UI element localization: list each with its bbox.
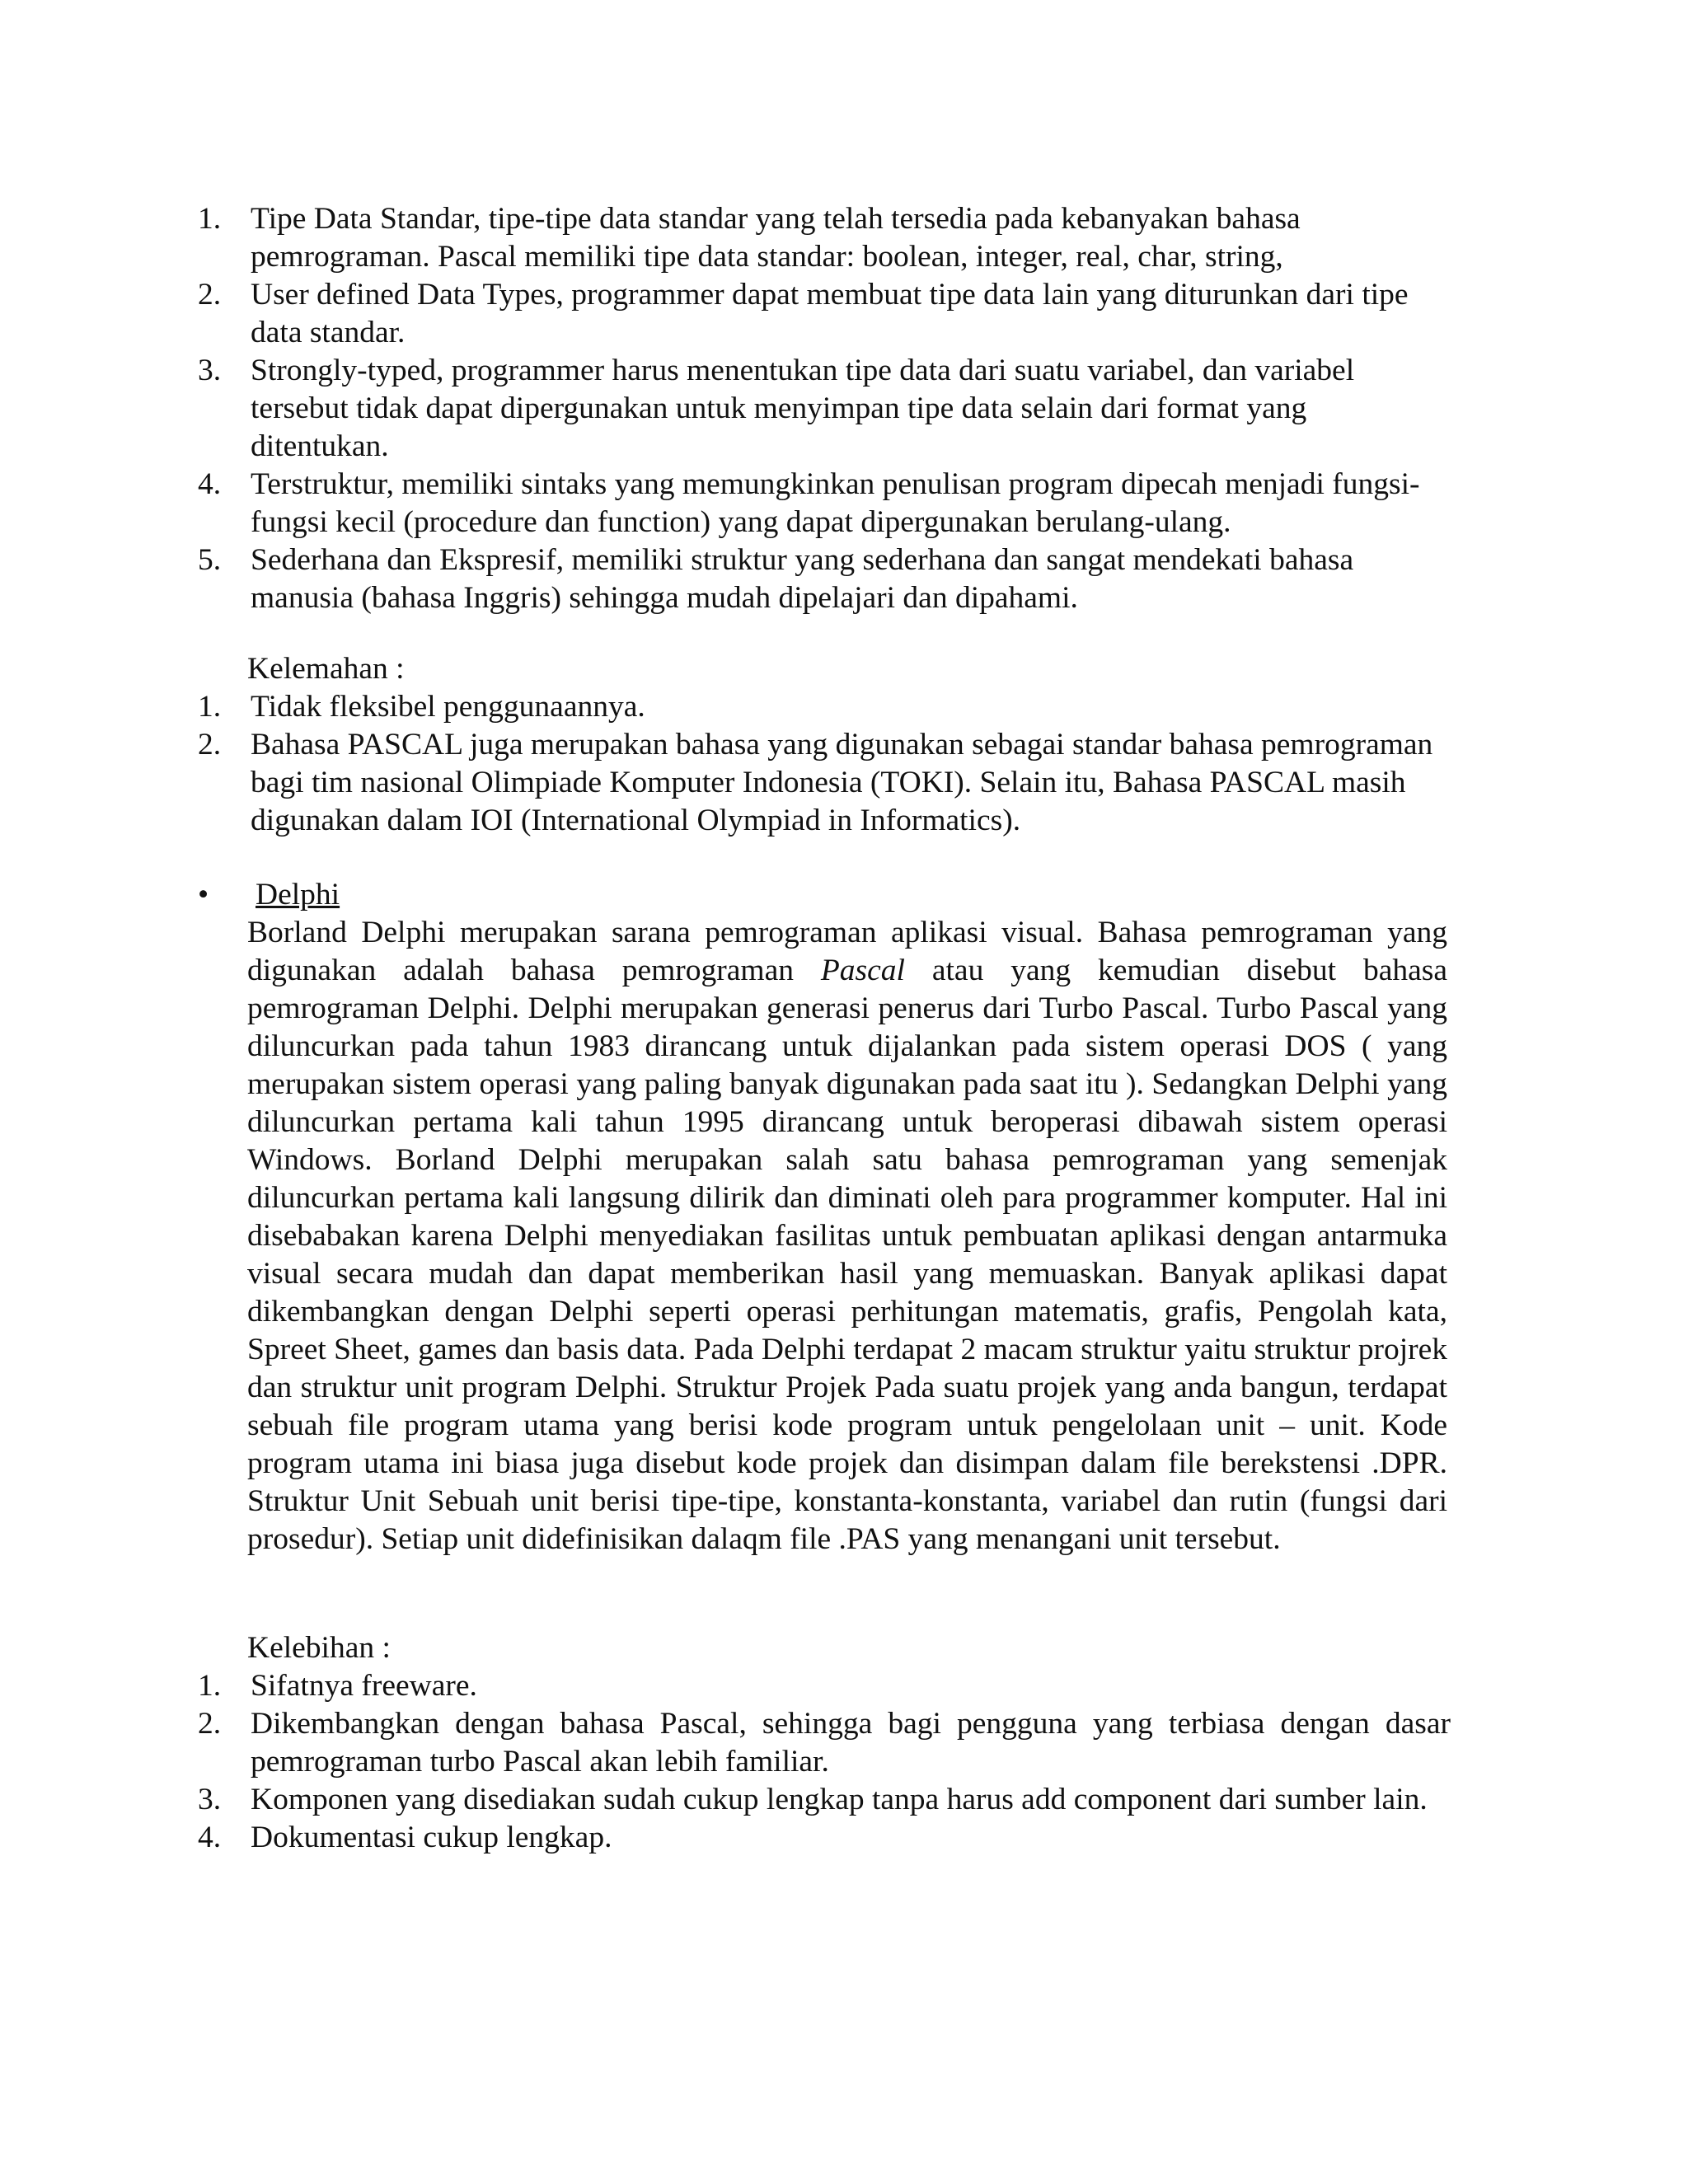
list-item [198,541,1451,617]
list-item [198,466,1451,541]
list-number: 4. [198,467,222,501]
list-item [198,200,1451,276]
list-item [198,1705,1451,1781]
list-number: 5. [198,543,222,577]
list-number: 1. [198,690,222,724]
list-item [198,276,1451,352]
pascal-weaknesses-list [198,688,1451,840]
list-text: Terstruktur, memiliki sintaks yang memungkinkan penulisan program dipecah menjadi fungsi-fungsi kecil (procedure dan function) yang dapat dipergunakan berulang-ulang. [251,467,1420,539]
list-item [198,1781,1451,1819]
list-item [198,1667,1451,1705]
delphi-advantages-list [198,1667,1451,1857]
list-text: Sifatnya freeware. [251,1669,477,1703]
italic-term: Pascal [820,954,905,987]
list-item [198,352,1451,466]
delphi-paragraph [247,914,1447,1558]
list-number: 2. [198,1707,222,1741]
list-text: Komponen yang disediakan sudah cukup lengkap tanpa harus add component dari sumber lain. [251,1783,1428,1816]
list-text: Dokumentasi cukup lengkap. [251,1821,612,1854]
list-number: 3. [198,354,222,387]
list-number: 2. [198,728,222,762]
list-number: 1. [198,1669,222,1703]
list-number: 4. [198,1821,222,1854]
list-text: Sederhana dan Ekspresif, memiliki struktur yang sederhana dan sangat mendekati bahasa manusia (bahasa Inggris) sehingga mudah dipelajari dan dipahami. [251,543,1354,615]
list-text: Tidak fleksibel penggunaannya. [251,690,645,724]
list-number: 1. [198,202,222,236]
delphi-heading [198,876,692,914]
paragraph-text: atau yang kemudian disebut bahasa pemrograman Delphi. Delphi merupakan generasi penerus dari Turbo Pascal. Turbo Pascal yang diluncurkan pada tahun 1983 dirancang untuk dijalankan pada sistem operasi DOS ( yang merupakan sistem operasi yang paling banyak digunakan pada saat itu ). Sedangkan Delphi yang diluncurkan pertama kali tahun 1995 dirancang untuk beroperasi dibawah sistem operasi Windows. Borland Delphi merupakan salah satu bahasa pemrograman yang semenjak diluncurkan pertama kali langsung dilirik dan diminati oleh para programmer komputer. Hal ini disebabakan karena Delphi menyediakan fasilitas untuk pembuatan aplikasi dengan antarmuka visual secara mudah dan dapat memberikan hasil yang memuaskan. Banyak aplikasi dapat dikembangkan dengan Delphi seperti operasi perhitungan matematis, grafis, Pengolah kata, Spreet Sheet, games dan basis data. Pada Delphi terdapat 2 macam struktur yaitu struktur projrek dan struktur unit program Delphi. Struktur Projek Pada suatu projek yang anda bangun, terdapat sebuah file program utama yang berisi kode program untuk pengelolaan unit – unit. Kode program utama ini biasa juga disebut kode projek dan disimpan dalam file berekstensi .DPR. Struktur Unit Sebuah unit berisi tipe-tipe, konstanta-konstanta, variabel dan rutin (fungsi dari prosedur). Setiap unit didefinisikan dalaqm file .PAS yang menangani unit tersebut. [247,954,1447,1556]
list-item [198,1819,1451,1857]
list-text: User defined Data Types, programmer dapat membuat tipe data lain yang diturunkan dari tipe data standar. [251,278,1409,349]
list-text: Dikembangkan dengan bahasa Pascal, sehingga bagi pengguna yang terbiasa dengan dasar pemrograman turbo Pascal akan lebih familiar. [251,1707,1451,1779]
list-number: 3. [198,1783,222,1816]
list-text: Tipe Data Standar, tipe-tipe data standar yang telah tersedia pada kebanyakan bahasa pemrograman. Pascal memiliki tipe data standar: boolean, integer, real, char, string, [251,202,1301,274]
list-item [198,726,1451,840]
bullet-icon: • [198,878,209,912]
list-number: 2. [198,278,222,312]
paragraph-text: Borland Delphi merupakan sarana pemrograman aplikasi visual. Bahasa pemrograman yang digunakan adalah bahasa pemrograman [247,916,1447,987]
list-text: Strongly-typed, programmer harus menentukan tipe data dari suatu variabel, dan variabel tersebut tidak dapat dipergunakan untuk menyimpan tipe data selain dari format yang ditentukan. [251,354,1355,463]
list-text: Bahasa PASCAL juga merupakan bahasa yang digunakan sebagai standar bahasa pemrograman bagi tim nasional Olimpiade Komputer Indonesia (TOKI). Selain itu, Bahasa PASCAL masih digunakan dalam IOI (International Olympiad in Informatics). [251,728,1433,837]
advantage-heading: Kelebihan : [247,1631,391,1665]
section-title: Delphi [256,878,340,912]
pascal-advantages-list [198,200,1451,617]
weakness-heading: Kelemahan : [247,652,405,686]
list-item [198,688,1451,726]
